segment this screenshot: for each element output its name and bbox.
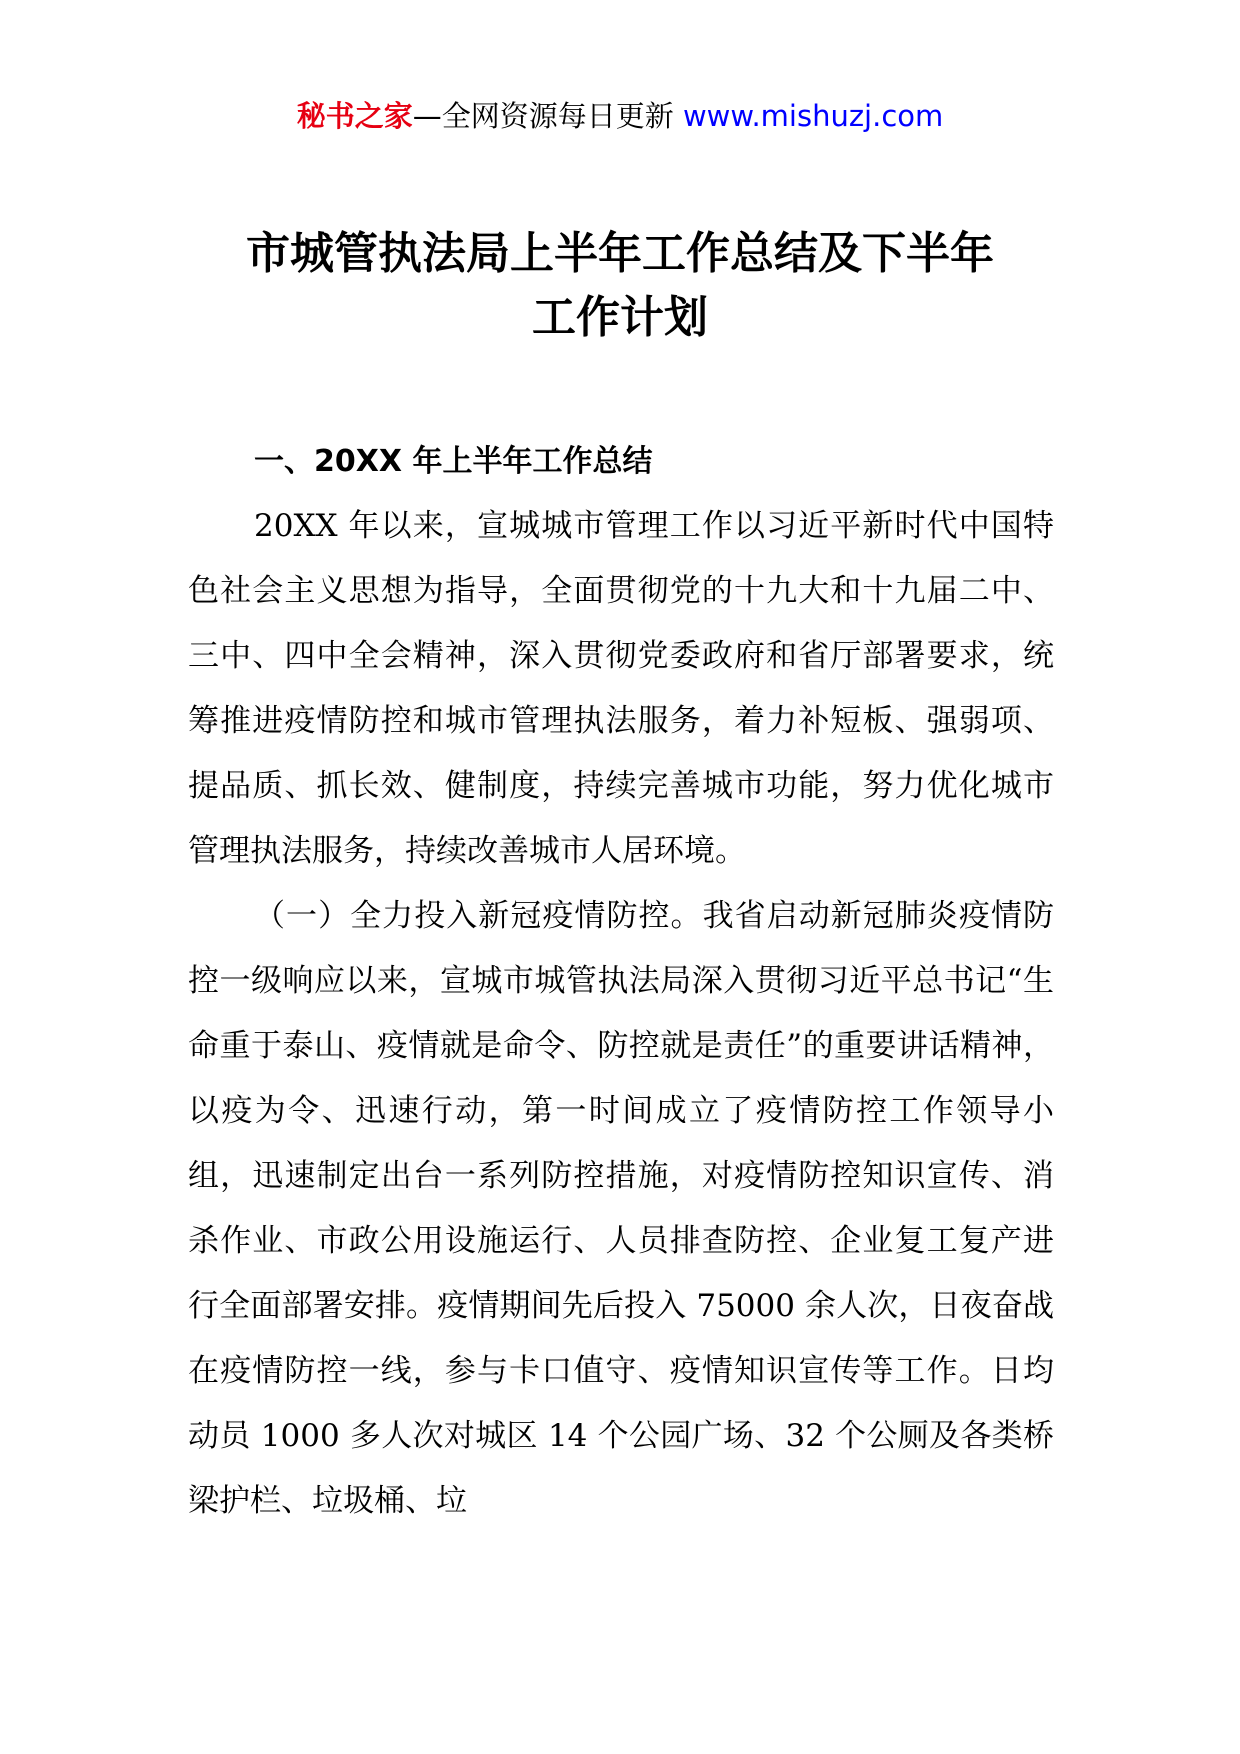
title-line-2: 工作计划 [532, 292, 708, 343]
title-line-1: 市城管执法局上半年工作总结及下半年 [246, 228, 994, 279]
section-heading: 一、20XX 年上半年工作总结 [254, 444, 653, 479]
body-paragraph: 20XX 年以来，宣城城市管理工作以习近平新时代中国特色社会主义思想为指导，全面贯彻党的十九大和十九届二中、三中、四中全会精神，深入贯彻党委政府和省厅部署要求，统筹推进疫情防控和城市管理执法服务，着力补短板、强弱项、提品质、抓长效、健制度，持续完善城市功能，努力优化城市管理执法服务，持续改善城市人居环境。 [188, 508, 1054, 869]
header-tagline: —全网资源每日更新 [412, 99, 683, 133]
body-paragraph: （一）全力投入新冠疫情防控。我省启动新冠肺炎疫情防控一级响应以来，宣城市城管执法局深入贯彻习近平总书记“生命重于泰山、疫情就是命令、防控就是责任”的重要讲话精神，以疫为令、迅速行动，第一时间成立了疫情防控工作领导小组，迅速制定出台一系列防控措施，对疫情防控知识宣传、消杀作业、市政公用设施运行、人员排查防控、企业复工复产进行全面部署安排。疫情期间先后投入 75000 余人次，日夜奋战在疫情防控一线，参与卡口值守、疫情知识宣传等工作。日均动员 1000 多人次对城区 14 个公园广场、32 个公厕及各类桥梁护栏、垃圾桶、垃 [188, 898, 1054, 1519]
document-title [190, 222, 1050, 350]
brand-name: 秘书之家 [296, 99, 413, 133]
document-body [188, 430, 1054, 1534]
site-header [0, 96, 1240, 136]
site-url-link[interactable]: www.mishuzj.com [682, 99, 944, 133]
